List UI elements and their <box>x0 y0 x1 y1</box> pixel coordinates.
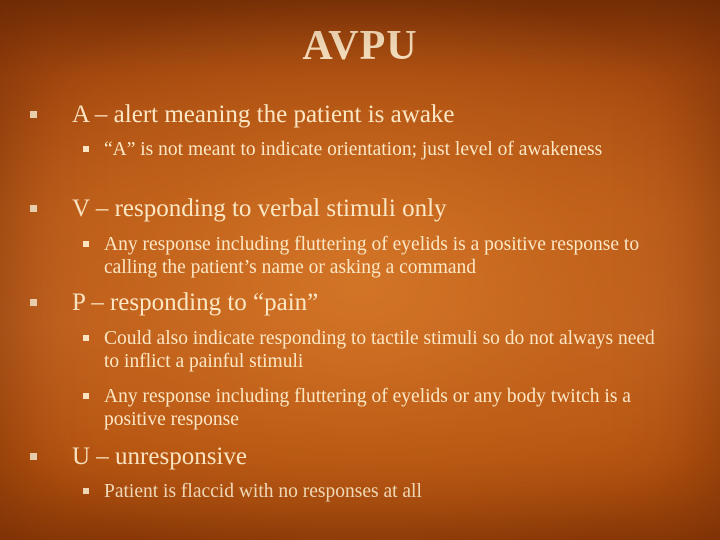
square-bullet-icon <box>30 453 37 460</box>
bullet-u <box>72 443 692 471</box>
bullet-v <box>72 195 692 223</box>
sub-bullet-v-1-text: Any response including fluttering of eyelids is a positive response to calling the patient’s name or asking a command <box>104 234 640 278</box>
sub-bullet-v-1 <box>104 233 694 279</box>
square-bullet-icon <box>83 393 89 399</box>
bullet-u-text: U – unresponsive <box>72 443 247 470</box>
square-bullet-icon <box>83 146 89 152</box>
sub-bullet-a-1 <box>104 138 664 161</box>
square-bullet-icon <box>30 299 37 306</box>
sub-bullet-p-1 <box>104 327 669 373</box>
sub-bullet-a-1-text: “A” is not meant to indicate orientation; just level of awakeness <box>104 139 603 160</box>
sub-bullet-p-2 <box>104 385 669 431</box>
square-bullet-icon <box>83 335 89 341</box>
square-bullet-icon <box>83 488 89 494</box>
square-bullet-icon <box>83 241 89 247</box>
bullet-a <box>72 101 692 129</box>
bullet-p-text: P – responding to “pain” <box>72 289 319 316</box>
bullet-v-text: V – responding to verbal stimuli only <box>72 195 447 222</box>
bullet-p <box>72 289 692 317</box>
sub-bullet-p-1-text: Could also indicate responding to tactile stimuli so do not always need to inflict a painful stimuli <box>104 328 655 372</box>
sub-bullet-u-1 <box>104 480 669 503</box>
slide-title: AVPU <box>302 23 418 69</box>
bullet-a-text: A – alert meaning the patient is awake <box>72 101 455 128</box>
square-bullet-icon <box>30 205 37 212</box>
sub-bullet-p-2-text: Any response including fluttering of eyelids or any body twitch is a positive response <box>104 386 631 430</box>
square-bullet-icon <box>30 111 37 118</box>
sub-bullet-u-1-text: Patient is flaccid with no responses at all <box>104 481 422 502</box>
